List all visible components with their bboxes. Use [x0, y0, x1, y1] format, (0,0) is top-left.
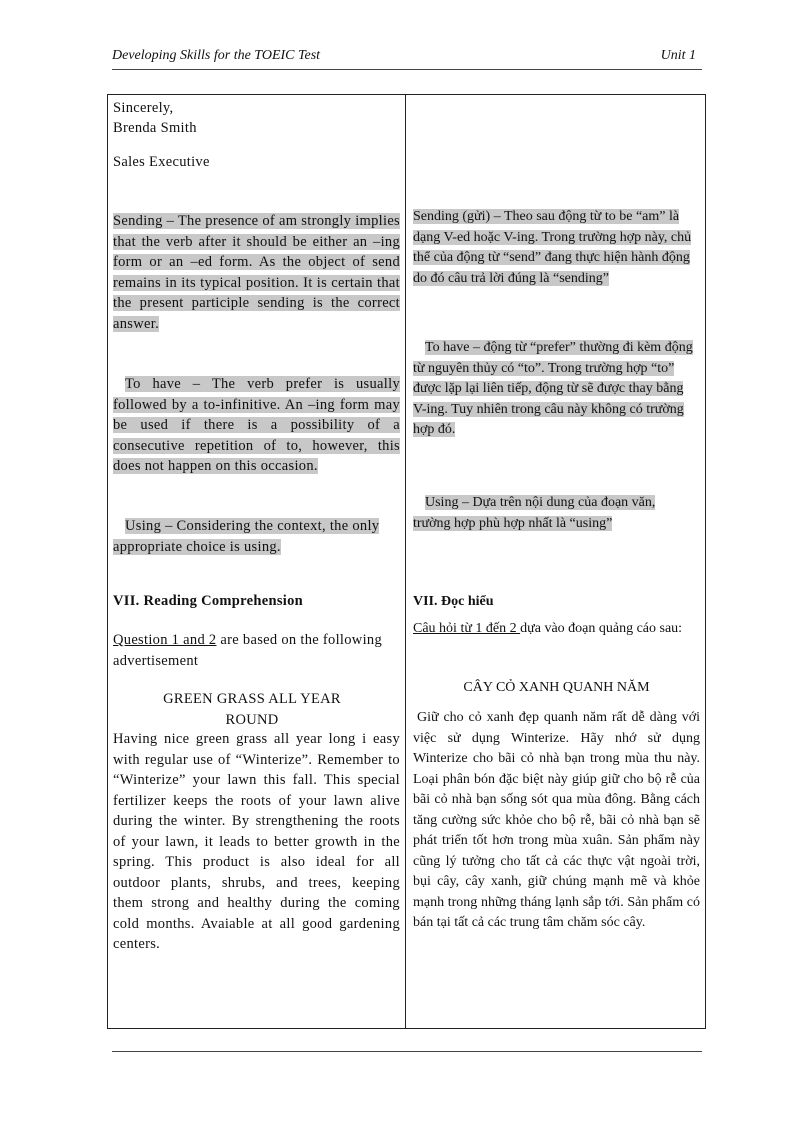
sign-off: Sincerely, — [113, 100, 174, 116]
footer-rule — [112, 1051, 702, 1052]
header-rule — [112, 69, 702, 70]
translation-using — [413, 493, 693, 534]
ad-title-text: GREEN GRASS ALL YEAR ROUND — [163, 691, 341, 728]
unit-label: Unit 1 — [660, 48, 696, 63]
question-intro-rest-vi: dựa vào đoạn quảng cáo sau: — [520, 621, 683, 636]
question-range: Question 1 and 2 — [113, 632, 217, 648]
explanation-sending — [113, 211, 400, 334]
explanation-using — [113, 516, 400, 557]
column-divider — [405, 94, 406, 1029]
question-intro-vi — [413, 619, 700, 640]
ad-title-vi: CÂY CỎ XANH QUANH NĂM — [463, 680, 650, 695]
section-heading-vi: VII. Đọc hiểu — [413, 594, 494, 609]
translation-tohave-text: To have – động từ “prefer” thường đi kèm động từ nguyên thủy có “to”. Trong trường hợp “to” được lặp lại liên tiếp, động từ sẽ được thay bằng V-ing. Tuy nhiên trong câu này không có trường hợp đó. — [413, 340, 693, 437]
translation-tohave — [413, 338, 700, 441]
question-intro-rest: are based on the following advertisement — [113, 632, 383, 669]
ad-body-vi: Giữ cho cỏ xanh đẹp quanh năm rất dễ dàng với việc sử dụng Winterize. Hãy nhớ sử dụng Winterize cho bãi cỏ nhà bạn trong mùa thu này. Loại phân bón đặc biệt này giúp giữ cho bộ rễ của bãi cỏ nhà bạn sống sót qua mùa đông. Bằng cách tăng cường sức khỏe cho bộ rễ, bãi cỏ nhà bạn sẽ phát triển tốt hơn trong mùa xuân. Sản phẩm này cũng lý tưởng cho tất cả các thực vật ngoài trời, bụi cây, cây xanh, giữ chúng mạnh mẽ và khỏe mạnh trong những tháng lạnh sắp tới. Sản phẩm có bán tại tất cả các trung tâm chăm sóc cây. — [413, 710, 700, 930]
question-range-vi: Câu hỏi từ 1 đến 2 — [413, 621, 521, 636]
signer-name: Brenda Smith — [113, 120, 197, 136]
question-intro — [113, 630, 400, 671]
ad-title — [113, 689, 400, 730]
translation-sending — [413, 207, 700, 289]
translation-sending-text: Sending (gửi) – Theo sau động từ to be “am” là dạng V-ed hoặc V-ing. Trong trường hợp này, chủ thể của động từ “send” đang thực hiện hành động do đó câu trả lời đúng là “sending” — [413, 209, 692, 286]
ad-body: Having nice green grass all year long i easy with regular use of “Winterize”. Remember to “Winterize” your lawn this fall. This special fertilizer keeps the roots of your lawn alive during the winter. By strengthening the roots of your lawn, it leads to better growth in the spring. This product is also ideal for all outdoor plants, shrubs, and trees, keeping them strong and healthy during the coming cold months. Avaiable at all good gardening centers. — [113, 731, 400, 952]
signer-title: Sales Executive — [113, 154, 210, 170]
explanation-tohave-text: To have – The verb prefer is usually followed by a to-infinitive. An –ing form may be used if there is a possibility of a consecutive repetition of to, however, this does not happen on this occasion. — [113, 376, 400, 474]
translation-using-text: Using – Dựa trên nội dung của đoạn văn, trường hợp phù hợp nhất là “using” — [413, 495, 656, 531]
book-title: Developing Skills for the TOEIC Test — [112, 48, 321, 63]
explanation-tohave — [113, 374, 400, 477]
section-heading: VII. Reading Comprehension — [113, 593, 304, 609]
explanation-using-text: Using – Considering the context, the only appropriate choice is using. — [113, 518, 380, 555]
explanation-sending-text: Sending – The presence of am strongly implies that the verb after it should be either an –ing form or an –ed form. As the object of send remains in its typical position. It is certain that the present participle sending is the correct answer. — [113, 213, 400, 332]
page-header — [112, 48, 700, 68]
